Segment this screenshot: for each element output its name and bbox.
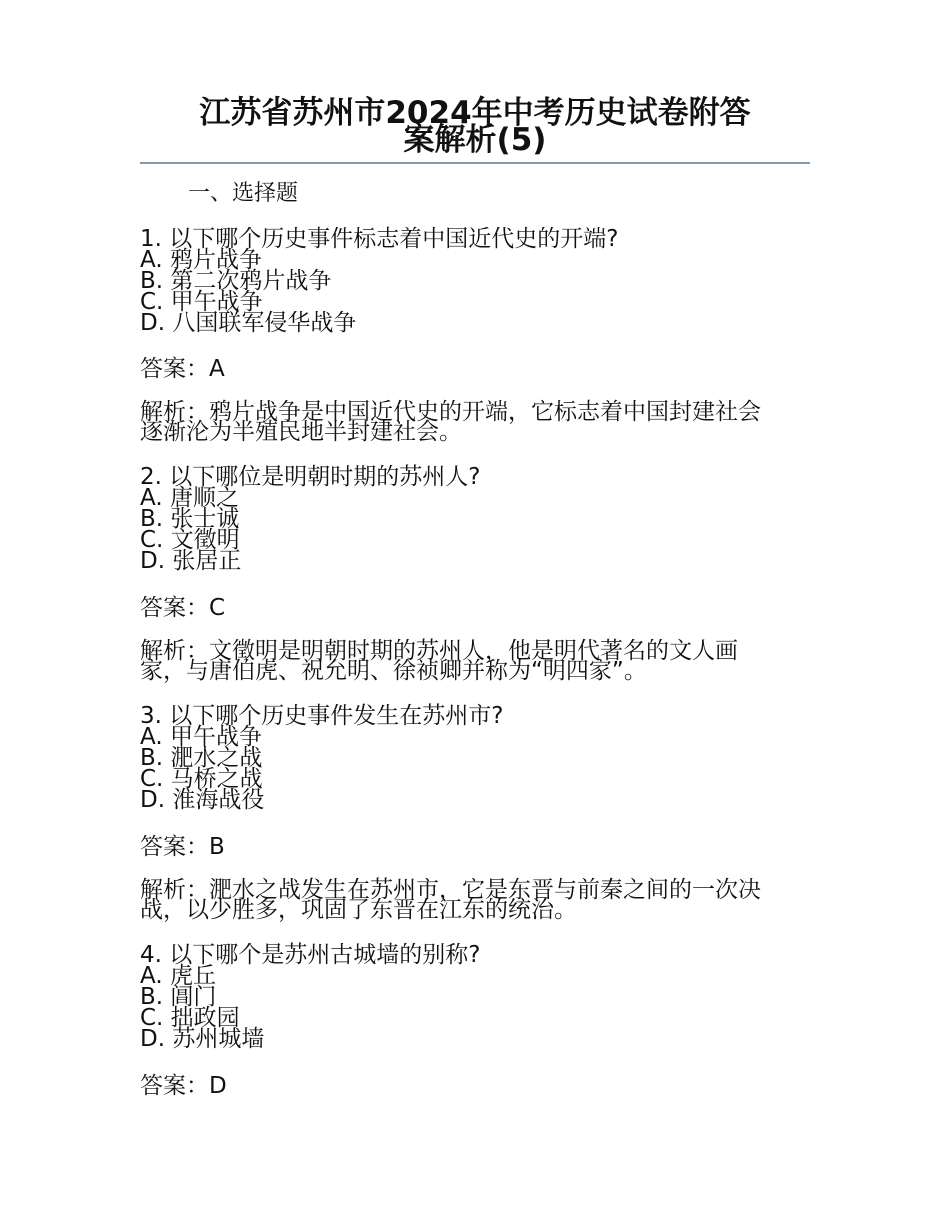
option-a: A. 唐顺之 [140,485,239,511]
question-1 [140,226,812,336]
section-heading: 一、选择题 [188,181,299,206]
title-line-1: 江苏省苏州市2024年中考历史试卷附答 [199,95,751,131]
document-title [140,95,810,162]
analysis-line: 解析：淝水之战发生在苏州市，它是东晋与前秦之间的一次决 [140,877,761,903]
analysis-1 [140,399,812,445]
option-b: B. 第二次鸦片战争 [140,268,332,294]
option-a: A. 甲午战争 [140,724,262,750]
analysis-line: 逐渐沦为半殖民地半封建社会。 [140,419,462,445]
analysis-line: 战，以少胜多，巩固了东晋在江东的统治。 [140,897,577,923]
analysis-3 [140,877,812,923]
title-line-2: 案解析(5) [403,122,547,158]
title-underline [140,162,810,164]
option-b: B. 张士诚 [140,506,240,532]
option-c: C. 马桥之战 [140,766,263,792]
question-3 [140,703,812,813]
answer-4: 答案：D [140,1073,227,1099]
option-d: D. 苏州城墙 [140,1026,265,1052]
option-d: D. 张居正 [140,548,242,574]
option-a: A. 鸦片战争 [140,247,262,273]
question-4 [140,942,812,1052]
option-d: D. 淮海战役 [140,787,265,813]
option-d: D. 八国联军侵华战争 [140,310,357,336]
question-stem: 2. 以下哪位是明朝时期的苏州人? [140,464,481,490]
option-b: B. 阊门 [140,984,217,1010]
analysis-line: 解析：鸦片战争是中国近代史的开端，它标志着中国封建社会 [140,399,761,425]
question-stem: 1. 以下哪个历史事件标志着中国近代史的开端? [140,226,619,252]
analysis-2 [140,638,812,684]
answer-1: 答案：A [140,356,225,382]
option-b: B. 淝水之战 [140,745,263,771]
analysis-line: 家，与唐伯虎、祝允明、徐祯卿并称为“明四家”。 [140,658,647,684]
option-a: A. 虎丘 [140,963,216,989]
analysis-line: 解析：文徵明是明朝时期的苏州人，他是明代著名的文人画 [140,638,738,664]
answer-2: 答案：C [140,595,226,621]
question-2 [140,464,812,574]
option-c: C. 拙政园 [140,1005,240,1031]
question-stem: 4. 以下哪个是苏州古城墙的别称? [140,942,481,968]
question-stem: 3. 以下哪个历史事件发生在苏州市? [140,703,504,729]
answer-3: 答案：B [140,834,225,860]
option-c: C. 甲午战争 [140,289,263,315]
option-c: C. 文徵明 [140,527,240,553]
